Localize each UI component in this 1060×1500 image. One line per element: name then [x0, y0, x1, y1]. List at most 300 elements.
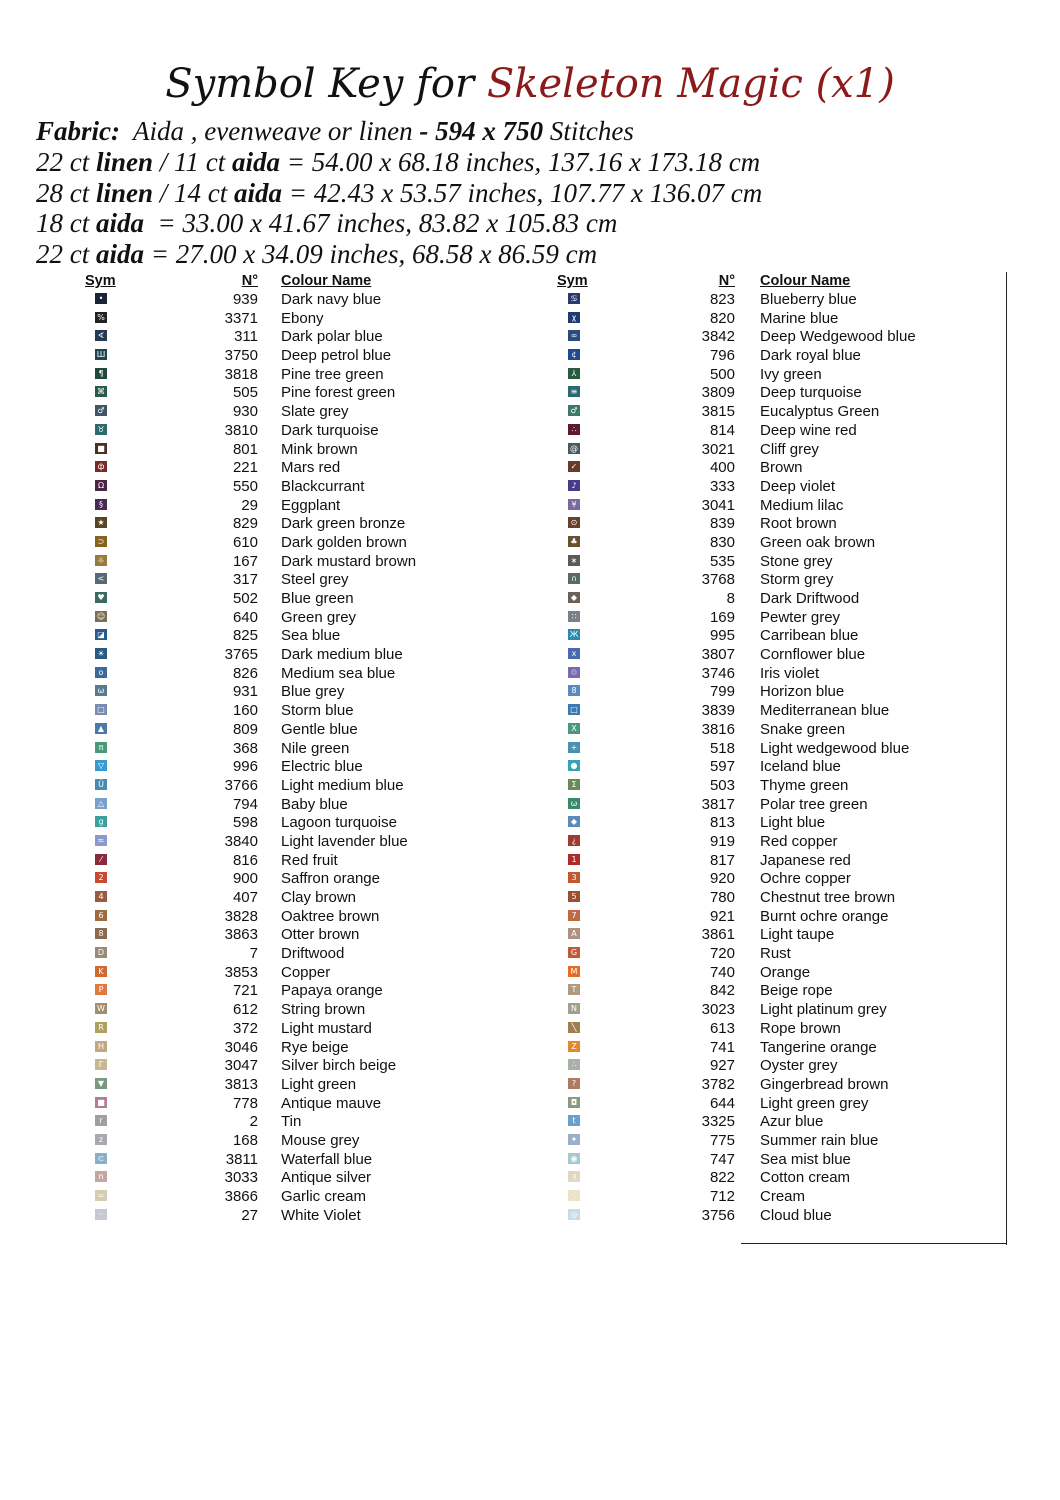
thread-number: 8	[726, 590, 735, 607]
thread-row	[80, 327, 480, 346]
thread-number: 780	[709, 889, 735, 906]
symbol-swatch-icon: 2	[95, 872, 107, 883]
thread-number: 502	[232, 590, 258, 607]
thread-number: 3046	[224, 1038, 258, 1056]
colour-name: Iris violet	[760, 664, 820, 682]
colour-name: Saffron orange	[281, 870, 380, 888]
colour-name: Red copper	[760, 832, 838, 850]
symbol-swatch-icon: ∷	[568, 611, 580, 622]
colour-name: Eggplant	[281, 496, 341, 514]
symbol-swatch-icon: P	[95, 984, 107, 995]
colour-name: Rope brown	[760, 1019, 841, 1037]
thread-row	[555, 645, 975, 664]
thread-number: 3863	[224, 926, 258, 944]
thread-row	[80, 1187, 480, 1206]
thread-row	[80, 383, 480, 402]
colour-name: Cloud blue	[760, 1206, 832, 1224]
fabric-line	[36, 116, 1036, 147]
colour-name: Ebony	[281, 309, 324, 327]
colour-name: Light lavender blue	[281, 832, 408, 850]
thread-number: 839	[709, 515, 735, 533]
thread-number: 801	[232, 440, 258, 458]
thread-number: 3828	[224, 907, 258, 925]
colour-name: Garlic cream	[281, 1188, 367, 1205]
thread-row	[555, 608, 975, 627]
page-title	[0, 58, 1060, 110]
thread-number: 921	[709, 907, 735, 925]
symbol-swatch-icon: ♪	[568, 480, 580, 491]
thread-row	[80, 795, 480, 814]
thread-number: 900	[232, 870, 258, 888]
fabric-sep: -	[419, 116, 429, 146]
thread-row	[80, 1131, 480, 1150]
fabric-label: Fabric:	[36, 116, 120, 146]
symbol-swatch-icon: r	[95, 1115, 107, 1126]
colour-name: Cliff grey	[760, 440, 819, 458]
thread-row	[555, 701, 975, 720]
colour-name: Clay brown	[281, 889, 357, 906]
thread-number: 3839	[701, 702, 735, 720]
symbol-swatch-icon: ∞	[568, 330, 580, 341]
symbol-swatch-icon: ◎	[568, 1209, 580, 1220]
thread-number: 817	[709, 851, 735, 869]
thread-row	[80, 514, 480, 533]
symbol-swatch-icon: A	[568, 928, 580, 939]
symbol-swatch-icon: ▲	[95, 723, 107, 734]
thread-number: 995	[709, 627, 735, 645]
thread-number: 518	[709, 739, 735, 757]
colour-name: Otter brown	[281, 926, 360, 944]
colour-name: Storm grey	[760, 571, 834, 589]
thread-row	[80, 1112, 480, 1131]
stitch-word: Stitches	[549, 116, 634, 146]
colour-name: Papaya orange	[281, 982, 383, 1000]
thread-row	[80, 1206, 480, 1225]
symbol-swatch-icon: □	[95, 704, 107, 715]
thread-row	[555, 533, 975, 552]
thread-row	[555, 440, 975, 459]
colour-name: Dark navy blue	[281, 291, 382, 308]
colour-name: Lagoon turquoise	[281, 814, 397, 832]
colour-name: Baby blue	[281, 795, 348, 813]
colour-name: Oaktree brown	[281, 907, 380, 925]
colour-name: Steel grey	[281, 571, 349, 589]
symbol-key-right-column	[555, 272, 975, 1224]
colour-name: Sea blue	[281, 627, 341, 645]
thread-row	[555, 383, 975, 402]
symbol-swatch-icon: 6	[95, 910, 107, 921]
colour-name: Deep petrol blue	[281, 347, 392, 365]
thread-number: 3782	[701, 1075, 735, 1093]
thread-number: 372	[232, 1019, 258, 1037]
colour-name: Deep violet	[760, 477, 836, 495]
colour-name: Electric blue	[281, 758, 363, 776]
thread-number: 3047	[224, 1057, 258, 1075]
colour-name: Carribean blue	[760, 627, 859, 645]
symbol-swatch-icon: 1	[568, 854, 580, 865]
thread-number: 931	[232, 683, 258, 701]
thread-number: 712	[709, 1188, 735, 1205]
symbol-swatch-icon: @	[570, 443, 578, 453]
thread-row	[80, 682, 480, 701]
thread-row	[555, 682, 975, 701]
colour-name: Root brown	[760, 515, 837, 533]
thread-row	[555, 589, 975, 608]
symbol-swatch-icon: Ü	[95, 779, 107, 790]
colour-name: Green grey	[281, 608, 357, 626]
thread-row	[555, 570, 975, 589]
symbol-swatch-icon: ∩	[568, 573, 580, 584]
symbol-swatch-icon: H	[95, 1041, 107, 1052]
thread-number: 644	[709, 1094, 735, 1112]
symbol-key-left-column	[80, 272, 480, 1224]
colour-name: Rust	[760, 945, 791, 963]
colour-name: Light wedgewood blue	[760, 739, 910, 757]
thread-row	[555, 458, 975, 477]
symbol-swatch-icon: ☼	[95, 555, 107, 566]
thread-number: 503	[709, 776, 735, 794]
thread-number: 3756	[701, 1206, 735, 1224]
colour-name: Dark polar blue	[281, 328, 383, 346]
symbol-swatch-icon: x	[568, 648, 580, 659]
thread-number: 3768	[701, 571, 735, 589]
thread-number: 597	[709, 758, 735, 776]
thread-number: 3810	[224, 421, 258, 439]
thread-row	[80, 346, 480, 365]
colour-name: Medium sea blue	[281, 664, 396, 682]
symbol-swatch-icon: ◆	[568, 592, 580, 603]
thread-number: 3813	[224, 1075, 258, 1093]
stitch-count: 594 x 750	[435, 116, 544, 146]
symbol-swatch-icon: ☺	[96, 611, 106, 621]
thread-row	[555, 1056, 975, 1075]
colour-name: Ivy green	[760, 365, 822, 383]
colour-name: Summer rain blue	[760, 1131, 879, 1149]
thread-number: 820	[709, 309, 735, 327]
thread-number: 720	[709, 945, 735, 963]
thread-number: 741	[709, 1038, 735, 1056]
colour-name: Sea mist blue	[760, 1150, 851, 1168]
symbol-swatch-icon: ╲	[568, 1022, 580, 1033]
thread-row	[80, 981, 480, 1000]
thread-row	[555, 346, 975, 365]
colour-name: Dark green bronze	[281, 515, 406, 533]
thread-row	[80, 458, 480, 477]
thread-row	[80, 1056, 480, 1075]
colour-name: Light platinum grey	[760, 1001, 887, 1019]
thread-row	[80, 869, 480, 888]
colour-name: Pine tree green	[281, 365, 384, 383]
thread-row	[80, 944, 480, 963]
thread-row	[80, 851, 480, 870]
thread-row	[80, 421, 480, 440]
thread-row	[555, 981, 975, 1000]
colour-name: Light green grey	[760, 1094, 869, 1112]
symbol-swatch-icon: ≡	[568, 386, 580, 397]
colour-name: Gentle blue	[281, 720, 358, 738]
thread-number: 3818	[224, 365, 258, 383]
colour-name: Dark golden brown	[281, 533, 407, 551]
colour-name: Nile green	[281, 739, 350, 757]
border-line-vertical	[1006, 272, 1007, 1245]
thread-row	[555, 290, 975, 309]
thread-row	[555, 1150, 975, 1169]
thread-number: 168	[232, 1131, 258, 1149]
thread-row	[80, 290, 480, 309]
symbol-swatch-icon: ∢	[95, 330, 107, 341]
thread-number: 169	[709, 608, 735, 626]
thread-number: 500	[709, 365, 735, 383]
colour-name: Brown	[760, 459, 803, 477]
colour-name: Waterfall blue	[281, 1150, 373, 1168]
colour-name: Stone grey	[760, 552, 833, 570]
thread-number: 823	[709, 291, 735, 308]
colour-name: Dark medium blue	[281, 646, 403, 664]
colour-name: Snake green	[760, 720, 846, 738]
symbol-swatch-icon: %	[95, 312, 107, 323]
symbol-swatch-icon: ●	[568, 760, 580, 771]
thread-row	[80, 309, 480, 328]
thread-row	[80, 496, 480, 515]
colour-name: Dark royal blue	[760, 347, 861, 365]
thread-row	[555, 1131, 975, 1150]
colour-name: Dark mustard brown	[281, 552, 417, 570]
thread-row	[80, 1075, 480, 1094]
thread-row	[80, 963, 480, 982]
thread-number: 996	[232, 758, 258, 776]
thread-row	[80, 1000, 480, 1019]
thread-row	[80, 701, 480, 720]
thread-row	[80, 739, 480, 758]
colour-name: Iceland blue	[760, 758, 841, 776]
thread-row	[555, 1038, 975, 1057]
thread-number: 3023	[701, 1001, 735, 1019]
colour-name: Marine blue	[760, 309, 839, 327]
symbol-swatch-icon: 5	[568, 891, 580, 902]
thread-number: 778	[232, 1094, 258, 1112]
thread-number: 598	[232, 814, 258, 832]
thread-number: 794	[232, 795, 258, 813]
colour-name: Driftwood	[281, 945, 345, 963]
border-line-horizontal	[741, 1243, 1007, 1244]
thread-row	[80, 832, 480, 851]
thread-number: 3371	[224, 309, 258, 327]
colour-name: Deep Wedgewood blue	[760, 328, 916, 346]
thread-number: 920	[709, 870, 735, 888]
thread-row	[80, 776, 480, 795]
thread-number: 927	[709, 1057, 735, 1075]
thread-number: 3041	[701, 496, 735, 514]
thread-row	[80, 589, 480, 608]
thread-row	[80, 813, 480, 832]
symbol-swatch-icon: ▼	[95, 1078, 107, 1089]
symbol-swatch-icon: ··	[95, 1209, 107, 1220]
colour-name: Burnt ochre orange	[760, 907, 889, 925]
thread-number: 3842	[701, 328, 735, 346]
symbol-swatch-icon: g	[95, 816, 107, 827]
thread-number: 7	[249, 945, 258, 963]
colour-name: Copper	[281, 963, 331, 981]
thread-row	[555, 963, 975, 982]
colour-name: Japanese red	[760, 851, 851, 869]
thread-number: 3861	[701, 926, 735, 944]
symbol-swatch-icon: W	[95, 1003, 107, 1014]
thread-row	[555, 1019, 975, 1038]
symbol-swatch-icon: 7	[568, 910, 580, 921]
symbol-swatch-icon: R	[95, 1022, 107, 1033]
thread-row	[555, 907, 975, 926]
colour-name: Eucalyptus Green	[760, 403, 880, 421]
thread-row	[80, 402, 480, 421]
thread-row	[555, 1075, 975, 1094]
colour-name: Slate grey	[281, 403, 349, 421]
colour-name: Mouse grey	[281, 1131, 360, 1149]
colour-name: Mars red	[281, 459, 341, 477]
symbol-swatch-icon: 8	[568, 685, 580, 696]
symbol-swatch-icon: △	[95, 798, 107, 809]
thread-number: 407	[232, 889, 258, 906]
header-number: N°	[241, 273, 258, 289]
colour-name: Medium lilac	[760, 496, 844, 514]
thread-number: 29	[241, 496, 258, 514]
thread-row	[80, 365, 480, 384]
symbol-swatch-icon: 4	[95, 891, 107, 902]
thread-row	[555, 1187, 975, 1206]
colour-name: White Violet	[281, 1206, 361, 1224]
symbol-swatch-icon: Γ	[95, 1059, 107, 1070]
thread-number: 3816	[701, 720, 735, 738]
header-number: N°	[718, 273, 735, 289]
symbol-swatch-icon: ◉	[568, 1153, 580, 1164]
colour-name: Dark turquoise	[281, 421, 379, 439]
size-line: 22 ct aida = 27.00 x 34.09 inches, 68.58 x 86.59 cm	[36, 239, 598, 270]
header-colour-name: Colour Name	[760, 273, 851, 289]
thread-row	[555, 327, 975, 346]
colour-name: Gingerbread brown	[760, 1075, 889, 1093]
symbol-swatch-icon: ¥	[568, 499, 580, 510]
thread-row	[555, 514, 975, 533]
symbol-swatch-icon: Ω	[95, 480, 107, 491]
symbol-swatch-icon: <	[95, 573, 107, 584]
symbol-swatch-icon: ?	[568, 1078, 580, 1089]
colour-name: Blue grey	[281, 683, 345, 701]
thread-number: 3809	[701, 384, 735, 402]
symbol-swatch-icon: ■	[95, 1097, 107, 1108]
thread-number: 3325	[701, 1113, 735, 1131]
thread-number: 829	[232, 515, 258, 533]
colour-name: Polar tree green	[760, 795, 868, 813]
thread-row	[80, 533, 480, 552]
symbol-swatch-icon: ☀	[95, 648, 107, 659]
title-prefix: Symbol Key for	[165, 61, 475, 107]
colour-name: Light green	[281, 1075, 357, 1093]
colour-name: Ochre copper	[760, 870, 851, 888]
symbol-swatch-icon: K	[95, 966, 107, 977]
thread-number: 721	[232, 982, 258, 1000]
symbol-swatch-icon: ∗	[568, 555, 580, 566]
symbol-swatch-icon: ■	[95, 443, 107, 454]
symbol-swatch-icon: □	[568, 704, 580, 715]
thread-row	[555, 757, 975, 776]
thread-row	[555, 1000, 975, 1019]
thread-row	[555, 477, 975, 496]
thread-row	[555, 1094, 975, 1113]
symbol-swatch-icon: ∴	[568, 1059, 580, 1070]
colour-name: Antique silver	[281, 1169, 372, 1187]
size-line: 22 ct linen / 11 ct aida = 54.00 x 68.18 inches, 137.16 x 173.18 cm	[36, 146, 761, 177]
symbol-swatch-icon: ★	[95, 517, 107, 528]
header-sym: Sym	[557, 273, 588, 289]
colour-name: Light medium blue	[281, 776, 404, 794]
thread-number: 826	[232, 664, 258, 682]
thread-row	[80, 608, 480, 627]
thread-number: 842	[709, 982, 735, 1000]
size-line: 18 ct aida = 33.00 x 41.67 inches, 83.82 x 105.83 cm	[36, 208, 618, 239]
thread-row	[555, 944, 975, 963]
colour-name: Light blue	[760, 814, 826, 832]
symbol-swatch-icon: ♂	[568, 405, 580, 416]
colour-name: Cream	[760, 1188, 806, 1205]
colour-name: Deep turquoise	[760, 384, 862, 402]
colour-name: Deep wine red	[760, 421, 857, 439]
fabric-info	[36, 116, 1036, 270]
thread-row	[80, 664, 480, 683]
thread-number: 3021	[701, 440, 735, 458]
colour-name: Silver birch beige	[281, 1057, 397, 1075]
colour-name: Cotton cream	[760, 1169, 851, 1187]
symbol-swatch-icon: D	[95, 947, 107, 958]
thread-row	[555, 402, 975, 421]
symbol-swatch-icon: ⅄	[568, 368, 580, 379]
colour-name: Mediterranean blue	[760, 702, 890, 720]
thread-number: 814	[709, 421, 735, 439]
symbol-swatch-icon: ◆	[568, 816, 580, 827]
thread-row	[555, 309, 975, 328]
symbol-swatch-icon: Ш	[96, 350, 106, 360]
thread-number: 535	[709, 552, 735, 570]
thread-number: 400	[709, 459, 735, 477]
thread-number: 612	[232, 1001, 258, 1019]
thread-number: 796	[709, 347, 735, 365]
symbol-swatch-icon: Z	[568, 1041, 580, 1052]
thread-row	[80, 1094, 480, 1113]
thread-number: 3765	[224, 646, 258, 664]
thread-number: 505	[232, 384, 258, 402]
thread-number: 822	[709, 1169, 735, 1187]
symbol-swatch-icon: ◘	[568, 1097, 580, 1108]
symbol-swatch-icon: N	[568, 1003, 580, 1014]
symbol-swatch-icon: ♉	[95, 424, 107, 435]
symbol-swatch-icon: ¢	[568, 349, 580, 360]
thread-row	[555, 1206, 975, 1225]
thread-number: 550	[232, 477, 258, 495]
symbol-swatch-icon: 8	[95, 928, 107, 939]
thread-number: 610	[232, 533, 258, 551]
thread-row	[555, 851, 975, 870]
thread-row	[555, 832, 975, 851]
symbol-swatch-icon: ¶	[95, 368, 107, 379]
thread-row	[555, 795, 975, 814]
thread-number: 613	[709, 1019, 735, 1037]
symbol-swatch-icon: 3	[568, 872, 580, 883]
symbol-swatch-icon: ⌘	[97, 387, 105, 397]
symbol-swatch-icon: ·.	[568, 1190, 580, 1201]
colour-name: Rye beige	[281, 1038, 349, 1056]
thread-number: 311	[234, 328, 258, 346]
symbol-swatch-icon: ω	[95, 685, 107, 696]
symbol-swatch-icon: ⊙	[568, 517, 580, 528]
symbol-swatch-icon: ♥	[95, 592, 107, 603]
